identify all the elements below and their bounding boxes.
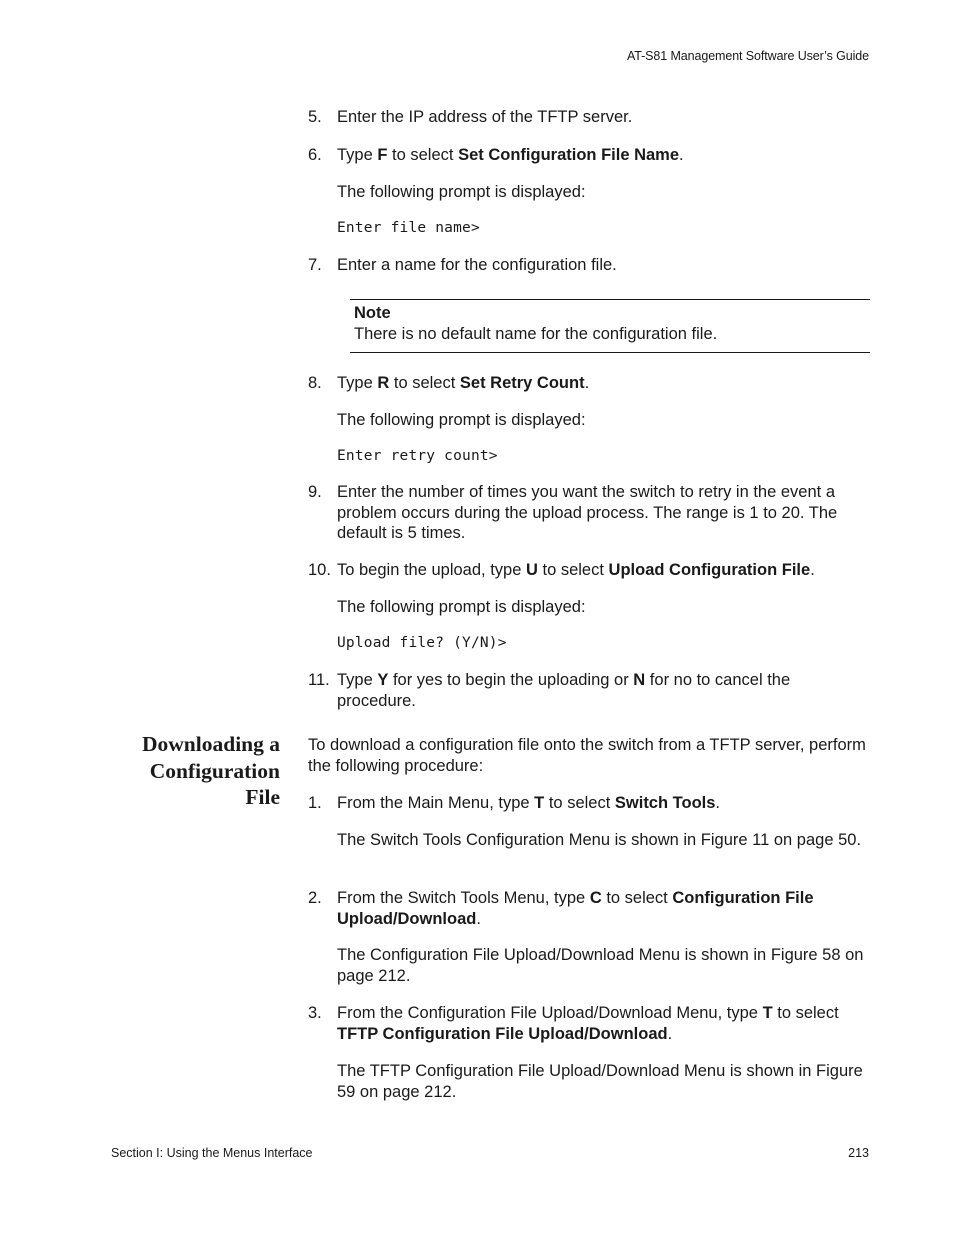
paragraph: To download a configuration file onto the switch from a TFTP server, perform the following procedure:	[308, 736, 866, 775]
step-text: From the Configuration File Upload/Download Menu, type	[337, 1004, 763, 1022]
step-5	[308, 107, 870, 128]
step-8-follow	[308, 410, 870, 431]
note-title: Note	[354, 304, 391, 322]
step-9	[308, 482, 870, 544]
menu-option: Set Configuration File Name	[458, 146, 680, 164]
step-8	[308, 373, 870, 394]
paragraph: The following prompt is displayed:	[337, 598, 586, 616]
menu-option: TFTP Configuration File Upload/Download	[337, 1024, 668, 1043]
step-10	[308, 560, 870, 581]
step-10-prompt	[308, 633, 870, 654]
step-number: 7.	[308, 256, 322, 274]
code-prompt: Enter retry count>	[337, 448, 498, 464]
key-letter: C	[589, 889, 602, 907]
key-letter: F	[377, 146, 388, 164]
step-text: .	[584, 374, 590, 392]
download-step-2	[308, 888, 870, 929]
footer-section: Section I: Using the Menus Interface	[111, 1146, 313, 1160]
step-number: 1.	[308, 794, 322, 812]
step-number: 9.	[308, 483, 322, 501]
menu-option: Configuration File Upload/Download	[337, 889, 814, 928]
key-letter: T	[762, 1004, 773, 1022]
step-text: .	[715, 794, 721, 812]
section-heading-line: Downloading a	[142, 732, 280, 756]
step-text: .	[810, 561, 815, 579]
step-text: Enter the IP address of the TFTP server.	[337, 108, 633, 126]
page-number: 213	[848, 1146, 869, 1160]
download-step-3	[308, 1003, 870, 1044]
step-text: .	[679, 146, 684, 164]
step-number: 11.	[308, 671, 330, 689]
paragraph: The Switch Tools Configuration Menu is shown in Figure 11 on page 50.	[337, 831, 862, 849]
step-8-prompt	[308, 446, 870, 467]
note-body: There is no default name for the configuration file.	[354, 325, 718, 343]
paragraph: The Configuration File Upload/Download Menu is shown in Figure 58 on page 212.	[337, 946, 864, 985]
step-number: 5.	[308, 108, 322, 126]
key-letter: U	[525, 561, 538, 579]
download-step-2-follow	[308, 945, 870, 986]
step-7	[308, 255, 870, 276]
key-letter: N	[633, 671, 646, 689]
section-heading-line: File	[245, 785, 280, 809]
step-number: 3.	[308, 1004, 322, 1022]
step-text: Enter a name for the configuration file.	[337, 256, 617, 274]
section-heading-line: Configuration	[149, 758, 280, 783]
menu-option: Upload Configuration File	[608, 561, 811, 579]
step-text: Type	[337, 671, 378, 689]
step-text: From the Switch Tools Menu, type	[337, 889, 590, 907]
code-prompt: Upload file? (Y/N)>	[337, 635, 507, 651]
step-number: 8.	[308, 374, 322, 392]
step-text: Enter the number of times you want the switch to retry in the event a problem occurs during the upload process. The range is 1 to 20. The default is 5 times.	[337, 483, 838, 543]
menu-option: Switch Tools	[614, 794, 716, 812]
paragraph: The following prompt is displayed:	[337, 183, 586, 201]
menu-option: Set Retry Count	[459, 374, 585, 392]
download-step-1-follow	[308, 830, 870, 851]
step-number: 10.	[308, 561, 331, 579]
paragraph: The following prompt is displayed:	[337, 411, 586, 429]
step-text: to select	[772, 1004, 839, 1022]
section-heading	[100, 731, 280, 811]
step-6-prompt	[308, 218, 870, 239]
key-letter: T	[534, 794, 545, 812]
step-number: 2.	[308, 889, 322, 907]
step-text: .	[667, 1024, 673, 1043]
note-box	[350, 299, 870, 353]
step-text: .	[476, 909, 481, 928]
step-text: to select	[387, 146, 459, 164]
step-10-follow	[308, 597, 870, 618]
key-letter: R	[377, 374, 390, 392]
page-header: AT-S81 Management Software User’s Guide	[626, 49, 869, 63]
step-text: Type	[337, 374, 378, 392]
download-step-3-follow	[308, 1061, 870, 1102]
step-text: From the Main Menu, type	[337, 794, 535, 812]
step-6	[308, 145, 870, 166]
step-text: for yes to begin the uploading or	[388, 671, 634, 689]
step-text: to select	[389, 374, 460, 392]
step-11	[308, 670, 870, 711]
step-text: for no to cancel the procedure.	[337, 671, 791, 710]
paragraph: The TFTP Configuration File Upload/Download Menu is shown in Figure 59 on page 212.	[337, 1062, 863, 1101]
step-text: to select	[544, 794, 615, 812]
step-text: To begin the upload, type	[337, 561, 526, 579]
download-step-1	[308, 793, 870, 814]
step-text: to select	[537, 561, 609, 579]
key-letter: Y	[377, 671, 389, 689]
step-text: to select	[601, 889, 673, 907]
download-intro	[308, 735, 870, 776]
code-prompt: Enter file name>	[337, 220, 480, 236]
step-6-follow	[308, 182, 870, 203]
step-number: 6.	[308, 146, 322, 164]
step-text: Type	[337, 146, 378, 164]
